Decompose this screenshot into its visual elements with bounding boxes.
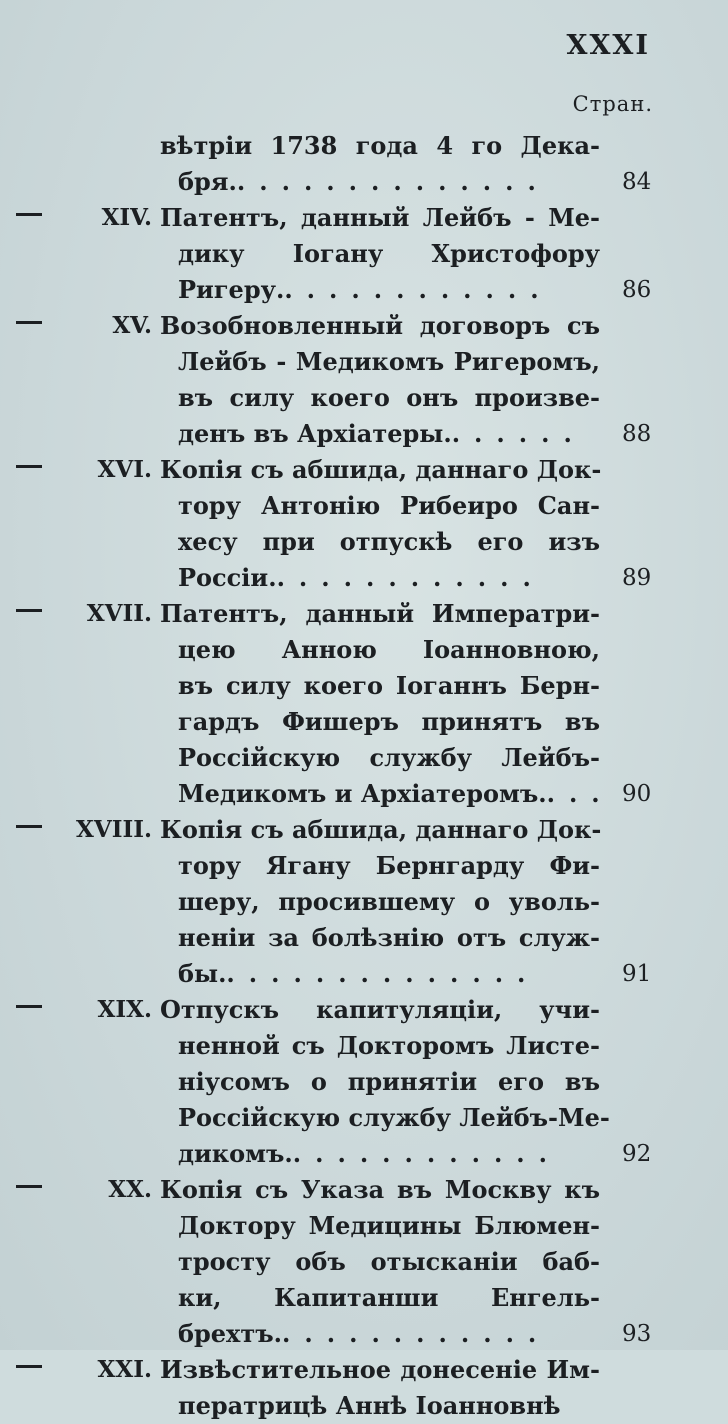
entry-text-line — [160, 1100, 610, 1136]
entry-text: Россійскую службу Лейбъ- — [178, 743, 600, 772]
entry-text-line — [160, 632, 600, 668]
entry-text-line — [160, 164, 600, 200]
entry-text-line — [160, 452, 600, 488]
entry-text-line — [160, 380, 600, 416]
toc-entry — [0, 992, 728, 1172]
dot-leader: ............ — [292, 1139, 562, 1168]
toc-entry — [0, 200, 728, 308]
entry-numeral: XVI. — [97, 456, 152, 483]
entry-numeral: XV. — [112, 312, 152, 339]
toc-entry — [0, 452, 728, 596]
toc-entry — [0, 596, 728, 812]
entry-numeral: XVIII. — [76, 816, 152, 843]
entry-numeral: XX. — [108, 1176, 152, 1203]
entry-text-line — [160, 1352, 600, 1388]
entry-text: Патентъ, данный Императри- — [160, 599, 600, 628]
entry-text: ніусомъ о принятіи его въ — [178, 1067, 600, 1096]
entry-text-line — [160, 1136, 600, 1172]
page-number: XXXI — [566, 30, 650, 61]
entry-text-line — [160, 236, 600, 272]
entry-page-number: 92 — [622, 1141, 652, 1167]
entry-text: Ригеру. — [178, 275, 285, 304]
entry-text: Копія съ абшида, даннаго Док- — [160, 815, 602, 844]
entry-text: Копія съ Указа въ Москву къ — [160, 1175, 600, 1204]
dot-leader: .............. — [236, 167, 550, 196]
dot-leader: ............ — [282, 1319, 551, 1348]
entry-text: Возобновленный договоръ съ — [160, 311, 600, 340]
entry-text: шеру, просившему о уволь- — [178, 887, 600, 916]
entry-text-line — [160, 812, 600, 848]
entry-text: Отпускъ капитуляціи, учи- — [160, 995, 600, 1024]
toc-entry — [0, 812, 728, 992]
entry-page-number: 89 — [622, 565, 652, 591]
entry-text: Медикомъ и Архіатеромъ. — [178, 779, 547, 808]
entry-text: хесу при отпускѣ его изъ — [178, 527, 600, 556]
entry-text: бы. — [178, 959, 227, 988]
entry-text: Лейбъ - Медикомъ Ригеромъ, — [178, 347, 600, 376]
entry-numeral: XIX. — [97, 996, 152, 1023]
entry-dash — [16, 465, 42, 468]
toc-entry — [0, 1172, 728, 1352]
entry-text-line — [160, 1280, 600, 1316]
entry-text: тору Ягану Бернгарду Фи- — [178, 851, 600, 880]
table-of-contents — [0, 128, 728, 1424]
dot-leader: .............. — [226, 959, 540, 988]
entry-text: ки, Капитанши Енгель- — [178, 1283, 600, 1312]
entry-text-line — [160, 1388, 600, 1424]
entry-text: дикомъ. — [178, 1139, 293, 1168]
entry-text: Копія съ абшида, даннаго Док- — [160, 455, 602, 484]
dot-leader: ............ — [276, 563, 545, 592]
entry-page-number: 90 — [622, 781, 652, 807]
entry-text: цею Анною Іоанновною, — [178, 635, 600, 664]
entry-text-line — [160, 884, 600, 920]
entry-text: Россійскую службу Лейбъ-Ме- — [178, 1103, 610, 1132]
entry-text: Доктору Медицины Блюмен- — [178, 1211, 600, 1240]
entry-text-line — [160, 1316, 600, 1352]
entry-text-line — [160, 560, 600, 596]
entry-text-line — [160, 1208, 600, 1244]
entry-text-line — [160, 956, 600, 992]
entry-text-line — [160, 668, 600, 704]
entry-text: тросту объ отысканіи баб- — [178, 1247, 600, 1276]
entry-text: дику Іогану Христофору — [178, 239, 600, 268]
entry-text-line — [160, 416, 600, 452]
entry-text: бря. — [178, 167, 237, 196]
entry-dash — [16, 321, 42, 324]
entry-text-line — [160, 920, 600, 956]
entry-text: ператрицѣ Аннѣ Іоанновнѣ — [178, 1391, 561, 1420]
entry-text: Патентъ, данный Лейбъ - Ме- — [160, 203, 600, 232]
entry-numeral: XIV. — [101, 204, 152, 231]
entry-text-line — [160, 848, 600, 884]
entry-dash — [16, 825, 42, 828]
entry-text-line — [160, 308, 600, 344]
entry-text-line — [160, 488, 600, 524]
entry-text-line — [160, 1172, 600, 1208]
entry-text-line — [160, 344, 600, 380]
entry-page-number: 84 — [622, 169, 652, 195]
entry-text-line — [160, 272, 600, 308]
entry-text-line — [160, 128, 600, 164]
entry-text: вѣтріи 1738 года 4 го Дека- — [160, 131, 600, 160]
dot-leader: ...... — [451, 419, 586, 448]
entry-text-line — [160, 1244, 600, 1280]
toc-entry — [0, 308, 728, 452]
entry-text: Извѣстительное донесеніе Им- — [160, 1355, 600, 1384]
entry-text-line — [160, 992, 600, 1028]
entry-page-number: 91 — [622, 961, 652, 987]
entry-text-line — [160, 200, 600, 236]
entry-text-line — [160, 704, 600, 740]
entry-dash — [16, 213, 42, 216]
entry-dash — [16, 609, 42, 612]
entry-text: въ силу коего онъ произве- — [178, 383, 600, 412]
dot-leader: ............ — [284, 275, 553, 304]
entry-page-number: 86 — [622, 277, 652, 303]
entry-dash — [16, 1185, 42, 1188]
entry-text-line — [160, 524, 600, 560]
entry-text-line — [160, 1064, 600, 1100]
entry-text-line — [160, 776, 614, 812]
entry-text: гардъ Фишеръ принятъ въ — [178, 707, 600, 736]
entry-text-line — [160, 596, 600, 632]
entry-text: тору Антонію Рибеиро Сан- — [178, 491, 600, 520]
toc-entry — [0, 128, 728, 200]
toc-entry — [0, 1352, 728, 1424]
entry-text-line — [160, 740, 600, 776]
entry-text: Россіи. — [178, 563, 277, 592]
entry-text: неніи за болѣзнію отъ служ- — [178, 923, 600, 952]
entry-numeral: XXI. — [97, 1356, 152, 1383]
entry-dash — [16, 1365, 42, 1368]
entry-text-line — [160, 1028, 600, 1064]
pages-column-header: Стран. — [572, 92, 653, 116]
entry-text: денъ въ Архіатеры. — [178, 419, 452, 448]
entry-text: брехтъ. — [178, 1319, 283, 1348]
entry-text: въ силу коего Іоганнъ Берн- — [178, 671, 600, 700]
entry-text: ненной съ Докторомъ Листе- — [178, 1031, 600, 1060]
entry-numeral: XVII. — [86, 600, 152, 627]
dot-leader: ... — [546, 779, 614, 808]
entry-dash — [16, 1005, 42, 1008]
entry-page-number: 88 — [622, 421, 652, 447]
entry-page-number: 93 — [622, 1321, 652, 1347]
